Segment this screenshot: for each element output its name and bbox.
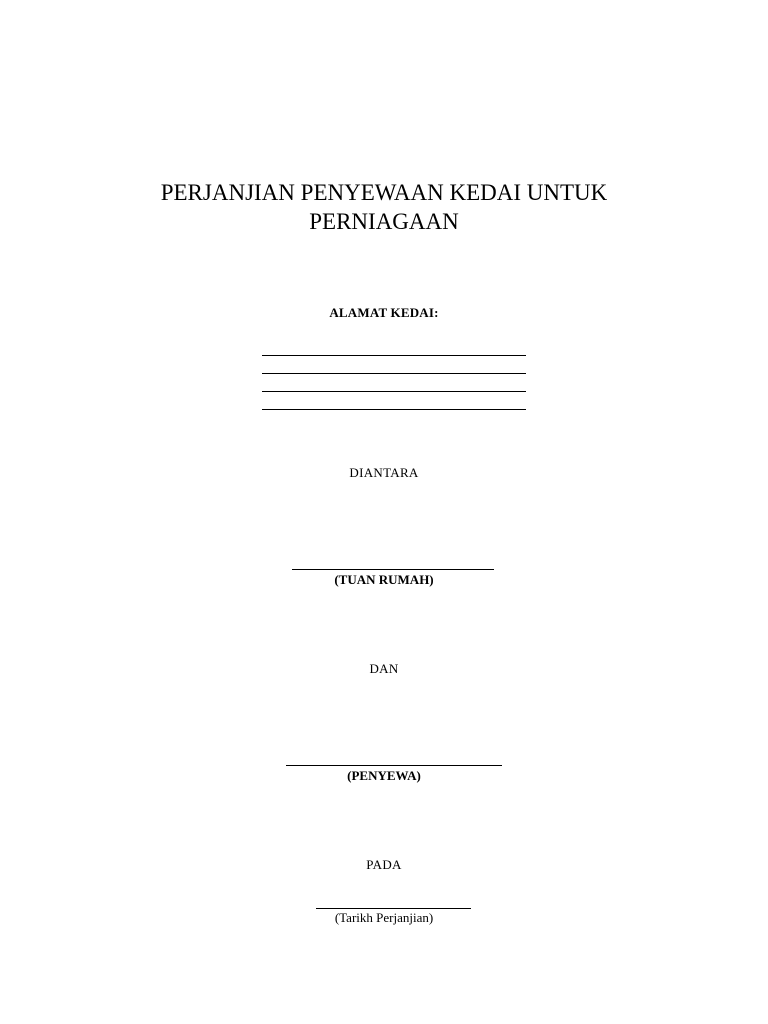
between-label: DIANTARA (349, 465, 419, 480)
tenant-label: (PENYEWA) (347, 768, 421, 783)
and-label: DAN (369, 661, 399, 676)
landlord-label: (TUAN RUMAH) (334, 572, 434, 587)
landlord-signature-line (292, 569, 494, 570)
address-heading: ALAMAT KEDAI: (329, 305, 439, 320)
document-title (0, 178, 768, 236)
tenant-signature-line (286, 765, 502, 766)
on-label: PADA (366, 857, 402, 872)
address-line-2 (262, 373, 526, 374)
address-line-3 (262, 391, 526, 392)
title-line-2: PERNIAGAAN (309, 209, 459, 234)
address-line-1 (262, 355, 526, 356)
date-line (316, 908, 471, 909)
address-line-4 (262, 409, 526, 410)
title-line-1: PERJANJIAN PENYEWAAN KEDAI UNTUK (160, 180, 608, 205)
date-label: (Tarikh Perjanjian) (334, 910, 434, 925)
